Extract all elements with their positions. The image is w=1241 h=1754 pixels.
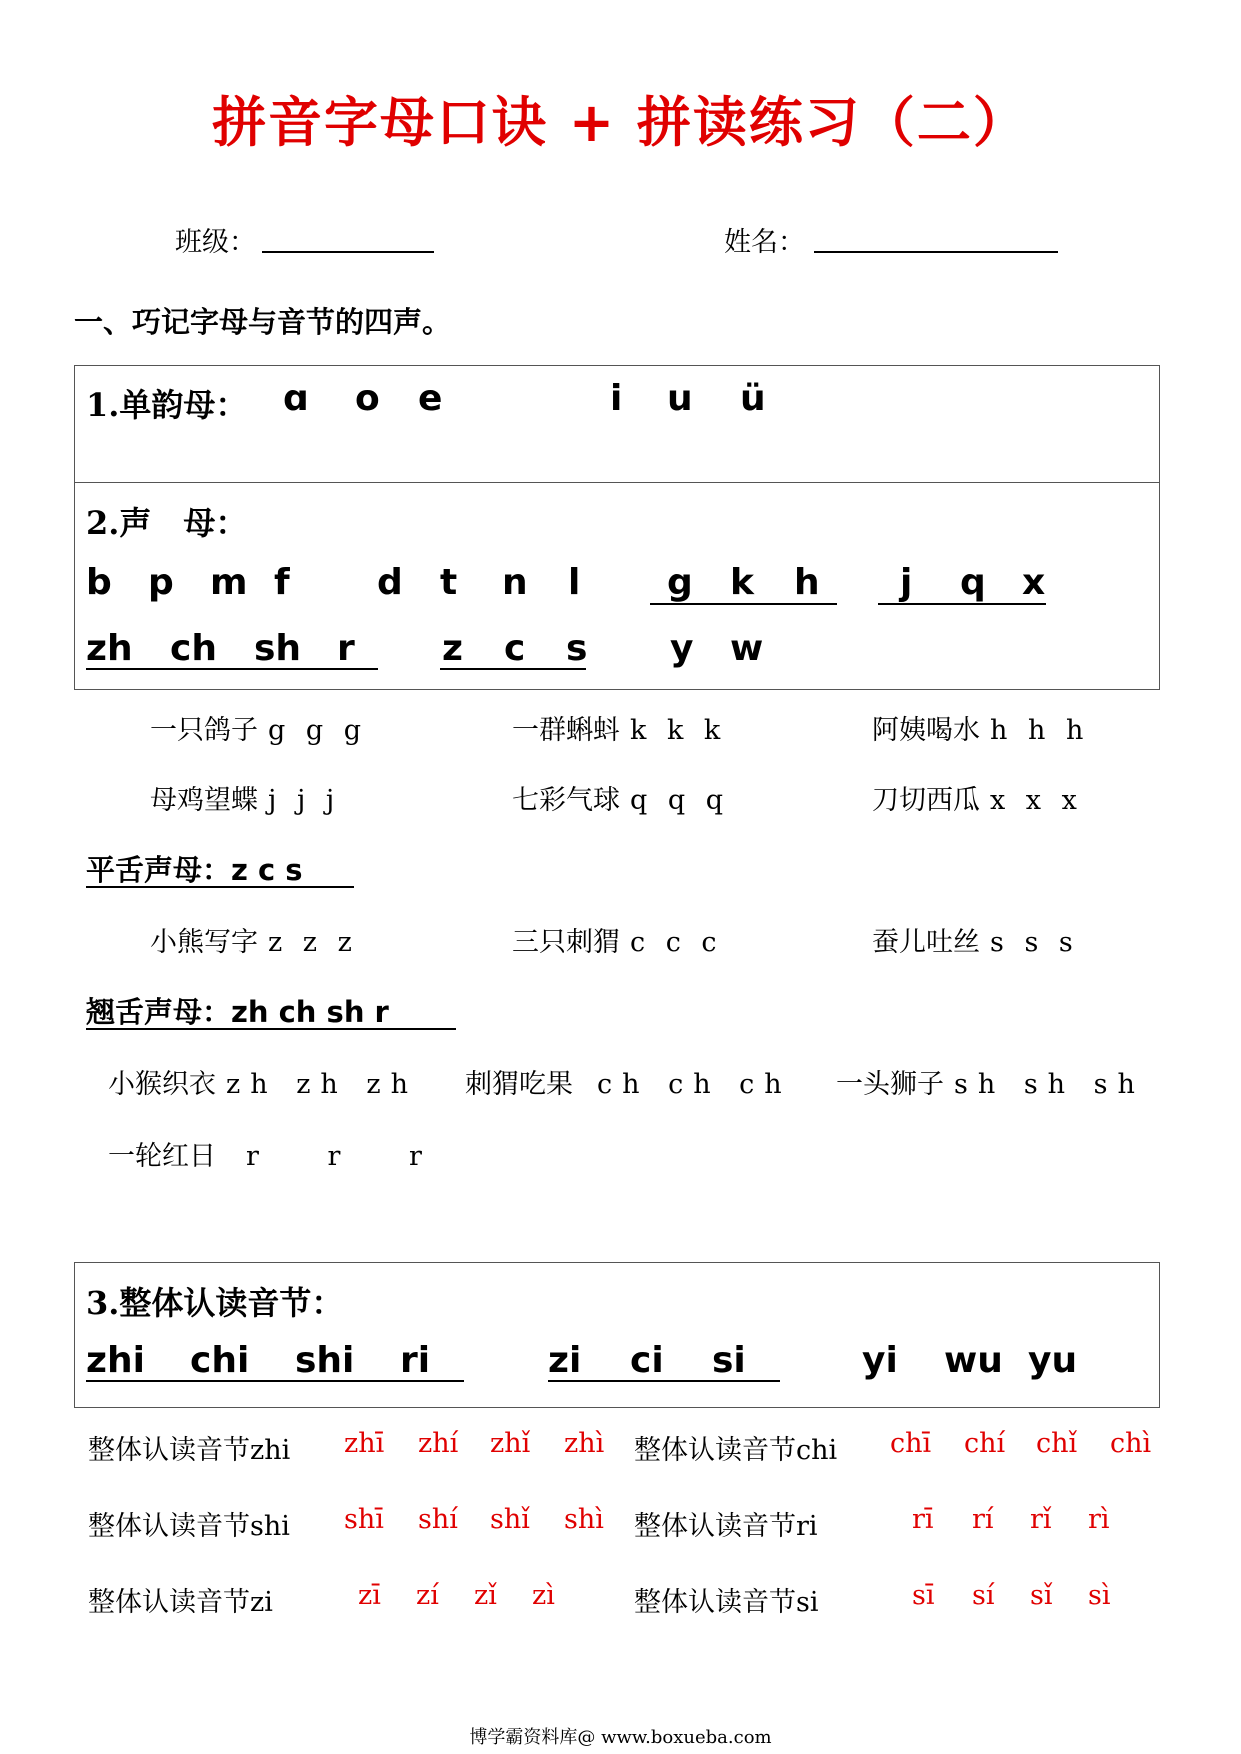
curled-tongue-underline <box>86 1028 456 1030</box>
tone-si-2: sí <box>972 1580 995 1611</box>
rhyme-s <box>872 920 1079 959</box>
practice-prefix: 整体认读音节 <box>88 1587 250 1618</box>
rhyme-pinyin: g g g <box>268 715 368 746</box>
rhyme-text: 母鸡望蝶 <box>150 785 258 816</box>
syllable-ci: ci <box>630 1340 664 1381</box>
rhyme-pinyin: sh sh sh <box>954 1069 1145 1100</box>
class-blank-line[interactable] <box>262 251 434 253</box>
initials-label: 2.声 母： <box>86 504 248 542</box>
rhyme-pinyin: c c c <box>630 927 723 958</box>
practice-prefix: 整体认读音节 <box>634 1435 796 1466</box>
practice-base: zhi <box>250 1435 291 1466</box>
rhyme-pinyin: x x x <box>990 785 1083 816</box>
practice-shi <box>88 1504 290 1543</box>
tone-zi-4: zì <box>532 1580 555 1611</box>
name-blank-line[interactable] <box>814 251 1058 253</box>
vowel-e: e <box>418 378 443 419</box>
rhyme-z <box>150 920 358 959</box>
tone-chi-4: chì <box>1110 1428 1152 1459</box>
initial-y: y <box>670 628 694 669</box>
syllable-si: si <box>712 1340 746 1381</box>
name-label: 姓名： <box>724 227 805 258</box>
rhyme-pinyin: z z z <box>268 927 358 958</box>
practice-base: chi <box>796 1435 838 1466</box>
syllable-shi: shi <box>295 1340 355 1381</box>
rhyme-text: 一头狮子 <box>836 1069 944 1100</box>
underline-jqx <box>878 603 1046 605</box>
tone-chi-2: chí <box>964 1428 1006 1459</box>
practice-base: ri <box>796 1511 818 1542</box>
vowels-label: 1.单韵母： <box>86 386 248 424</box>
syllable-chi: chi <box>190 1340 250 1381</box>
rhyme-pinyin: j j j <box>268 785 341 816</box>
vowel-u: u <box>667 378 693 419</box>
tone-zhi-3: zhǐ <box>490 1428 531 1459</box>
underline-zhi-chi-shi-ri <box>86 1380 464 1382</box>
rhyme-pinyin: h h h <box>990 715 1090 746</box>
rhyme-pinyin: ch ch ch <box>597 1069 792 1100</box>
initial-k: k <box>730 562 754 603</box>
tone-shi-2: shí <box>418 1504 458 1535</box>
rhyme-text: 一群蝌蚪 <box>512 715 620 746</box>
initial-zh: zh <box>86 628 133 669</box>
rhyme-text: 刀切西瓜 <box>872 785 980 816</box>
initial-sh: sh <box>254 628 302 669</box>
practice-prefix: 整体认读音节 <box>88 1511 250 1542</box>
syllable-yu: yu <box>1028 1340 1078 1381</box>
tone-zi-3: zǐ <box>474 1580 497 1611</box>
practice-base: si <box>796 1587 819 1618</box>
tone-chi-1: chī <box>890 1428 932 1459</box>
rhyme-x <box>872 778 1083 817</box>
tone-ri-4: rì <box>1088 1504 1110 1535</box>
flat-tongue-underline <box>86 886 354 888</box>
initial-j: j <box>900 562 913 603</box>
vowel-i: i <box>610 378 623 419</box>
flat-tongue-label: 平舌声母：z c s <box>86 853 303 887</box>
initial-ch: ch <box>170 628 217 669</box>
practice-prefix: 整体认读音节 <box>634 1511 796 1542</box>
curled-tongue-label: 翘舌声母：zh ch sh r <box>86 995 389 1029</box>
syllable-zi: zi <box>548 1340 582 1381</box>
tone-si-4: sì <box>1088 1580 1111 1611</box>
tone-shi-3: shǐ <box>490 1504 530 1535</box>
tone-shi-1: shī <box>344 1504 384 1535</box>
rhyme-q <box>512 778 729 817</box>
class-label: 班级： <box>175 227 256 258</box>
initial-b: b <box>86 562 112 603</box>
rhyme-text: 一轮红日 <box>108 1141 216 1172</box>
underline-gkh <box>650 603 837 605</box>
rhyme-pinyin: s s s <box>990 927 1079 958</box>
practice-si <box>634 1580 819 1619</box>
initial-x: x <box>1022 562 1046 603</box>
initial-m: m <box>210 562 248 603</box>
vowel-o: o <box>355 378 380 419</box>
rhyme-c <box>512 920 723 959</box>
rhyme-pinyin: zh zh zh <box>226 1069 419 1100</box>
practice-base: shi <box>250 1511 290 1542</box>
footer-watermark: 博学霸资料库@ www.boxueba.com <box>469 1727 772 1748</box>
vowel-a: ɑ <box>283 378 309 419</box>
underline-zi-ci-si <box>548 1380 780 1382</box>
initial-n: n <box>502 562 528 603</box>
rhyme-r <box>108 1134 452 1173</box>
practice-base: zi <box>250 1587 273 1618</box>
tone-si-3: sǐ <box>1030 1580 1053 1611</box>
tone-ri-2: rí <box>972 1504 994 1535</box>
tone-zhi-4: zhì <box>564 1428 605 1459</box>
initial-h: h <box>794 562 820 603</box>
tone-chi-3: chǐ <box>1036 1428 1078 1459</box>
practice-prefix: 整体认读音节 <box>634 1587 796 1618</box>
underline-zh-ch-sh-r <box>86 668 378 670</box>
syllable-yi: yi <box>862 1340 898 1381</box>
rhyme-pinyin: q q q <box>630 785 730 816</box>
initial-q: q <box>960 562 986 603</box>
box-divider <box>74 482 1160 483</box>
rhyme-text: 三只刺猬 <box>512 927 620 958</box>
section-heading: 一、巧记字母与音节的四声。 <box>74 305 452 339</box>
tone-ri-3: rǐ <box>1030 1504 1052 1535</box>
initial-t: t <box>440 562 458 603</box>
initial-w: w <box>730 628 764 669</box>
practice-ri <box>634 1504 818 1543</box>
initial-f: f <box>274 562 290 603</box>
initial-d: d <box>377 562 403 603</box>
rhyme-text: 小猴织衣 <box>108 1069 216 1100</box>
rhyme-pinyin: r r r <box>246 1141 452 1172</box>
vowel-v: ü <box>740 378 766 419</box>
rhyme-j <box>150 778 340 817</box>
rhyme-text: 阿姨喝水 <box>872 715 980 746</box>
tone-zi-1: zī <box>358 1580 381 1611</box>
tone-ri-1: rī <box>912 1504 934 1535</box>
tone-zhi-2: zhí <box>418 1428 459 1459</box>
practice-prefix: 整体认读音节 <box>88 1435 250 1466</box>
practice-zi <box>88 1580 273 1619</box>
initial-r: r <box>337 628 355 669</box>
rhyme-text: 蚕儿吐丝 <box>872 927 980 958</box>
rhyme-sh <box>836 1062 1145 1101</box>
underline-zcs <box>440 668 586 670</box>
page-title: 拼音字母口诀 + 拼读练习（二） <box>212 91 1029 154</box>
tone-shi-4: shì <box>564 1504 604 1535</box>
initial-p: p <box>148 562 174 603</box>
initial-l: l <box>568 562 581 603</box>
tone-zhi-1: zhī <box>344 1428 385 1459</box>
syllable-wu: wu <box>944 1340 1003 1381</box>
rhyme-g <box>150 708 367 747</box>
rhyme-h <box>872 708 1089 747</box>
syllable-zhi: zhi <box>86 1340 145 1381</box>
rhyme-text: 刺猬吃果 <box>465 1069 573 1100</box>
tone-si-1: sī <box>912 1580 935 1611</box>
tone-zi-2: zí <box>416 1580 439 1611</box>
initial-g: g <box>667 562 693 603</box>
rhyme-ch <box>465 1062 792 1101</box>
syllable-ri: ri <box>400 1340 431 1381</box>
initial-c: c <box>504 628 526 669</box>
rhyme-text: 小熊写字 <box>150 927 258 958</box>
practice-chi <box>634 1428 837 1467</box>
rhyme-pinyin: k k k <box>630 715 727 746</box>
rhyme-text: 一只鸽子 <box>150 715 258 746</box>
rhyme-k <box>512 708 726 747</box>
initial-s: s <box>566 628 588 669</box>
initial-z: z <box>442 628 463 669</box>
rhyme-text: 七彩气球 <box>512 785 620 816</box>
whole-syllables-label: 3.整体认读音节： <box>86 1284 344 1322</box>
rhyme-zh <box>108 1062 418 1101</box>
practice-zhi <box>88 1428 290 1467</box>
